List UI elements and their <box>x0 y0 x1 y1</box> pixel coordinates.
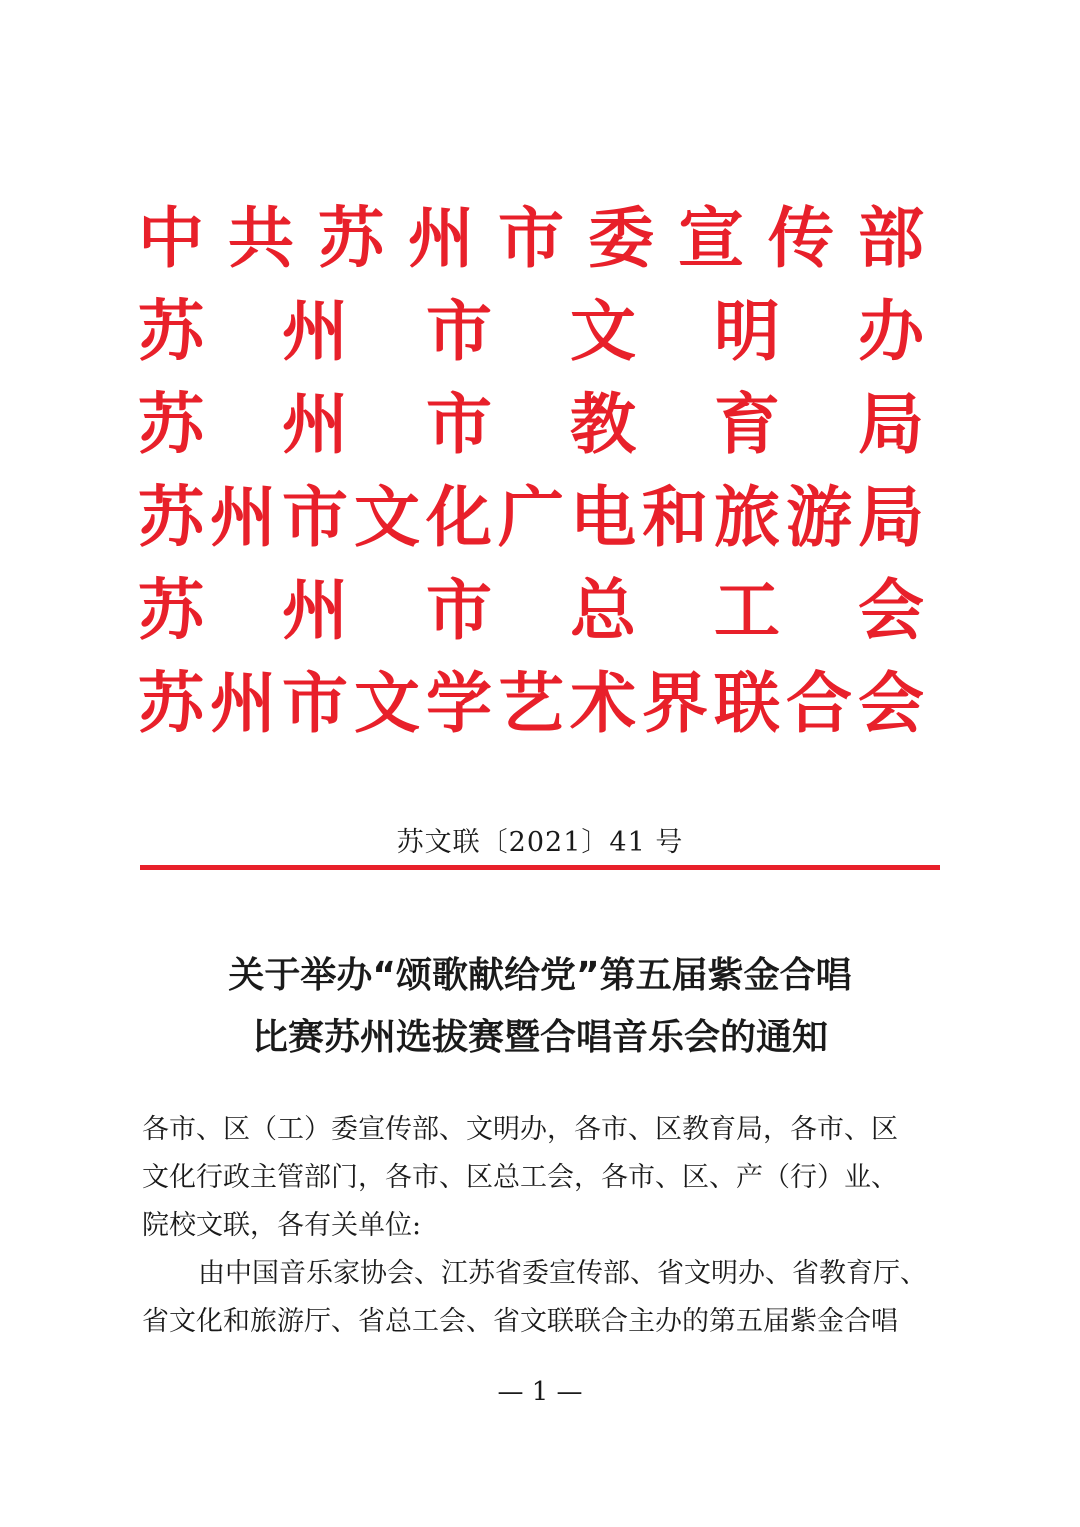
issuer-char: 苏 <box>138 293 204 370</box>
issuer-char: 术 <box>570 665 636 742</box>
issuer-char: 传 <box>768 200 834 277</box>
issuer-char: 委 <box>588 200 654 277</box>
issuer-line-2 <box>138 285 924 378</box>
issuer-char: 明 <box>714 293 780 370</box>
issuer-char: 苏 <box>318 200 384 277</box>
issuer-char: 会 <box>858 572 924 649</box>
issuer-char: 市 <box>498 200 564 277</box>
issuer-line-3 <box>138 378 924 471</box>
issuer-char: 文 <box>354 479 420 556</box>
red-divider <box>140 865 940 870</box>
recipients-line: 各市、区（工）委宣传部、文明办，各市、区教育局，各市、区 <box>142 1114 898 1145</box>
issuer-line-1 <box>138 192 924 285</box>
document-title <box>0 945 1080 1069</box>
issuer-char: 州 <box>210 665 276 742</box>
issuer-char: 总 <box>570 572 636 649</box>
issuer-char: 局 <box>858 479 924 556</box>
paragraph-line: 由中国音乐家协会、江苏省委宣传部、省文明办、省教育厅、 <box>198 1258 927 1289</box>
issuer-char: 学 <box>426 665 492 742</box>
recipients-line: 文化行政主管部门，各市、区总工会，各市、区、产（行）业、 <box>142 1162 898 1193</box>
issuer-char: 共 <box>228 200 294 277</box>
issuer-line-5 <box>138 564 924 657</box>
title-line-1: 关于举办“颂歌献给党”第五届紫金合唱 <box>228 955 852 996</box>
page-number: — 1 — <box>497 1377 583 1407</box>
issuer-char: 办 <box>858 293 924 370</box>
title-line-2: 比赛苏州选拔赛暨合唱音乐会的通知 <box>251 1017 828 1058</box>
issuer-line-4 <box>138 471 924 564</box>
issuer-char: 苏 <box>138 479 204 556</box>
issuer-char: 州 <box>408 200 474 277</box>
issuer-char: 教 <box>570 386 636 463</box>
issuer-char: 会 <box>858 665 924 742</box>
issuer-char: 市 <box>282 665 348 742</box>
issuer-char: 苏 <box>138 386 204 463</box>
paragraph-line: 省文化和旅游厅、省总工会、省文联联合主办的第五届紫金合唱 <box>142 1306 898 1337</box>
issuer-char: 文 <box>570 293 636 370</box>
issuer-char: 文 <box>354 665 420 742</box>
issuer-char: 化 <box>426 479 492 556</box>
document-number: 苏文联〔2021〕41 号 <box>396 827 684 858</box>
issuer-char: 市 <box>282 479 348 556</box>
issuer-char: 州 <box>282 293 348 370</box>
issuer-char: 市 <box>426 386 492 463</box>
issuer-char: 育 <box>714 386 780 463</box>
issuer-header <box>138 192 924 750</box>
issuer-line-6 <box>138 657 924 750</box>
issuer-char: 联 <box>714 665 780 742</box>
issuer-char: 和 <box>642 479 708 556</box>
issuer-char: 州 <box>282 386 348 463</box>
issuer-char: 界 <box>642 665 708 742</box>
issuer-char: 工 <box>714 572 780 649</box>
document-body <box>142 1106 942 1346</box>
issuer-char: 广 <box>498 479 564 556</box>
issuer-char: 艺 <box>498 665 564 742</box>
issuer-char: 市 <box>426 293 492 370</box>
recipients-line: 院校文联，各有关单位: <box>142 1210 422 1241</box>
issuer-char: 苏 <box>138 572 204 649</box>
issuer-char: 合 <box>786 665 852 742</box>
issuer-char: 部 <box>858 200 924 277</box>
issuer-char: 宣 <box>678 200 744 277</box>
issuer-char: 中 <box>138 200 204 277</box>
issuer-char: 市 <box>426 572 492 649</box>
issuer-char: 旅 <box>714 479 780 556</box>
issuer-char: 电 <box>570 479 636 556</box>
issuer-char: 游 <box>786 479 852 556</box>
issuer-char: 苏 <box>138 665 204 742</box>
issuer-char: 州 <box>210 479 276 556</box>
issuer-char: 州 <box>282 572 348 649</box>
issuer-char: 局 <box>858 386 924 463</box>
